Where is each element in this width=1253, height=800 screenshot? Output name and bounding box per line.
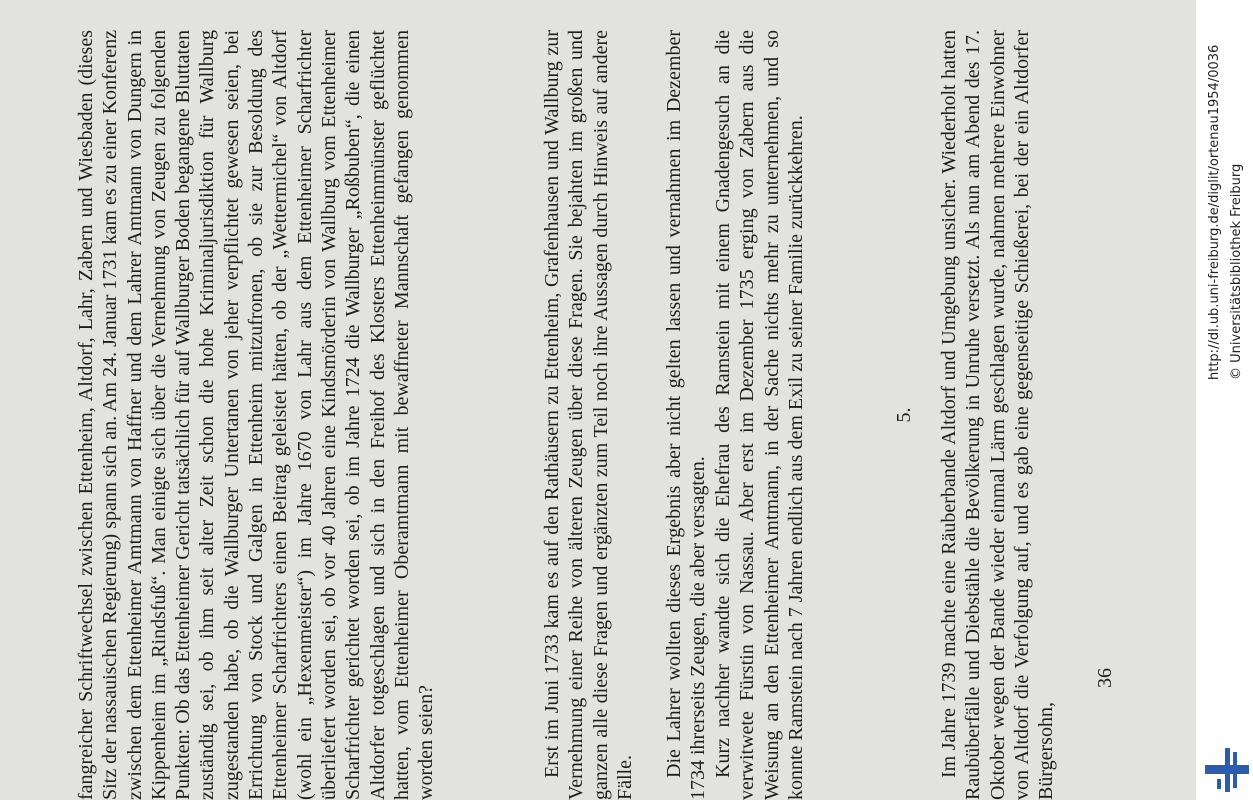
source-url[interactable]: http://dl.ub.uni-freiburg.de/diglit/ortenau1954/0036 xyxy=(1207,44,1222,380)
library-logo-icon xyxy=(1205,748,1249,792)
paragraph-5: Im Jahre 1739 machte eine Räuberbande Altdorf und Umgebung unsicher. Wiederholt hatten Raubüberfälle und Diebstähle die Bevölkerung in Unruhe versetzt. Als nun am Abend des 17. Oktober wegen der Bande wieder einmal Lärm geschlagen wurde, nahmen mehrere Einwohner von Altdorf die Verfolgung auf, und es gab eine gegenseitige Schießerei, bei der ein Altdorfer Bürgersohn, xyxy=(938,30,1058,800)
library-sidebar xyxy=(1196,0,1253,800)
paragraph-1: fangreicher Schriftwechsel zwischen Ettenheim, Altdorf, Lahr, Zabern und Wiesbaden (dieses Sitz der nassauischen Regierung) spann sich an. Am 24. Januar 1731 kam es zu einer Konferenz zwischen dem Ettenheimer Amtmann von Haffner und dem Lahrer Amtmann von Dungern in Kippenheim im „Rindsfuß“. Man einigte sich über die Vernehmung von Zeugen zu folgenden Punkten: Ob das Ettenheimer Gericht tatsächlich für auf Wallburger Boden begangene Bluttaten zuständig sei, ob ihm seit alter Zeit schon die hohe Kriminaljurisdiktion für Wallburg zugestanden habe, ob die Wallburger Untertanen von jeher verpflichtet gewesen seien, bei Errichtung von Stock und Galgen in Ettenheim mitzufronen, ob sie zur Besoldung des Ettenheimer Scharfrichters einen Beitrag geleistet hätten, ob der „Wettermichel“ von Altdorf (wohl ein „Hexenmeister“) im Jahre 1670 von Lahr aus dem Ettenheimer Scharfrichter überliefert worden sei, ob vor 40 Jahren eine Kindsmörderin von Wallburg vom Ettenheimer Scharfrichter gerichtet worden sei, ob im Jahre 1724 die Wallburger „Roßbuben“, die einen Altdorfer totgeschlagen und sich in den Freihof des Klosters Ettenheimmünster geflüchtet hatten, vom Ettenheimer Oberamtmann mit bewaffneter Mannschaft gefangen genommen worden seien? xyxy=(75,30,438,800)
section-number: 5. xyxy=(893,407,915,423)
paragraph-4: Kurz nachher wandte sich die Ehefrau des Ramstein mit einem Gnadengesuch an die verwitwete Fürstin von Nassau. Aber erst im Dezember 1735 erging von Zabern aus die Weisung an den Ettenheimer Amtmann, in der Sache nichts mehr zu unternehmen, und so konnte Ramstein nach 7 Jahren endlich aus dem Exil zu seiner Familie zurückkehren. xyxy=(712,30,807,800)
copyright-notice: © Universitätsbibliothek Freiburg xyxy=(1229,163,1244,380)
paragraph-3: Die Lahrer wollten dieses Ergebnis aber nicht gelten lassen und vernahmen im Dezember 1734 ihrerseits Zeugen, die aber versagten. xyxy=(663,30,710,800)
page-number: 36 xyxy=(1094,668,1116,688)
sidebar-text xyxy=(1196,0,1253,800)
paragraph-2: Erst im Juni 1733 kam es auf den Rathäusern zu Ettenheim, Grafenhausen und Wallburg zur Vernehmung einer Reihe von älteren Zeugen über diese Fragen. Sie bejahten im großen und ganzen alle diese Fragen und ergänzten zum Teil noch ihre Aussagen durch Hinweis auf andere Fälle. xyxy=(541,30,636,800)
